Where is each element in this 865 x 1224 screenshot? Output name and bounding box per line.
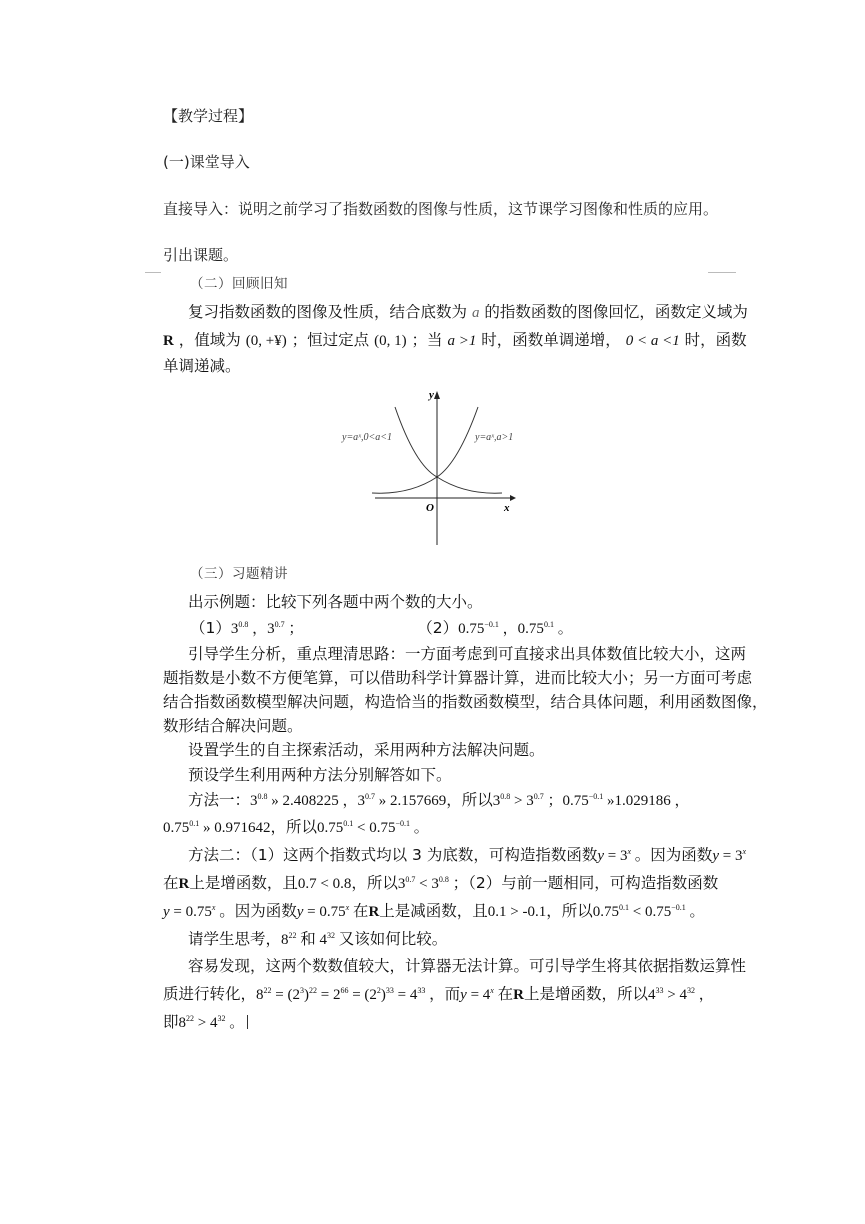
x-axis-label: x bbox=[504, 502, 510, 514]
page-corner-mark-left bbox=[145, 272, 161, 273]
guide-line-3: 结合指数函数模型解决问题，构造恰当的指数函数模型，结合具体问题，利用函数图像， bbox=[163, 693, 768, 711]
method1-line-1: 方法一：$3^{0.8}$ » 2.408225 ，$3^{0.7}$ » 2.157669，所以$3^{0.8} > 3^{0.7}$ ；$0.75^{-0.1}$ »1.029186 ， bbox=[188, 791, 690, 809]
increasing-curve bbox=[372, 407, 478, 493]
right-curve-label: y=aˣ,a>1 bbox=[475, 432, 514, 443]
exponential-function-graph bbox=[330, 385, 530, 550]
intro-paragraph-2: 引出课题。 bbox=[163, 246, 239, 264]
think-line: 请学生思考，$8^{22}$ 和 $4^{32}$ 又该如何比较。 bbox=[188, 930, 448, 948]
guide-line-1: 引导学生分析，重点理清思路：一方面考虑到可直接求出具体数值比较大小，这两 bbox=[188, 645, 747, 663]
method2-line-3: $y = 0.75^x$ 。因为函数$y = 0.75^x$ 在R上是减函数，且0.1 > -0.1，所以$0.75^{0.1} < 0.75^{-0.1}$ 。 bbox=[163, 902, 705, 920]
decreasing-curve bbox=[395, 407, 502, 493]
review-line-2: R ，值域为 (0, +¥) ；恒过定点 (0, 1) ；当 a >1 时，函数单调递增， 0 < a <1 时，函数 bbox=[163, 331, 747, 349]
x-axis-arrow bbox=[510, 495, 516, 501]
section-exercise-heading: （三）习题精讲 bbox=[190, 566, 288, 582]
easy-line-2: 质进行转化，$8^{22} = (2^3)^{22} = 2^{66} = (2^2)^{33} = 4^{33}$ ，而$y = 4^x$ 在R上是增函数，所以$4^{33} > 4^{32}$ ， bbox=[163, 985, 714, 1003]
left-curve-label: y=aˣ,0<a<1 bbox=[342, 432, 393, 443]
page-corner-mark-right bbox=[708, 272, 736, 273]
intro-paragraph: 直接导入：说明之前学习了指数函数的图像与性质，这节课学习图像和性质的应用。 bbox=[163, 200, 719, 218]
y-axis-label: y bbox=[429, 389, 434, 401]
setup-line: 设置学生的自主探索活动，采用两种方法解决问题。 bbox=[188, 741, 545, 759]
question-line: $(1)3^{0.8}$ ，$3^{0.7}$ ； $(2)0.75^{-0.1}$ ，$0.75^{0.1}$ 。 bbox=[190, 619, 573, 637]
method2-line-2: 在R上是增函数，且0.7 < 0.8，所以$3^{0.7} < 3^{0.8}$ ；（2）与前一题相同，可构造指数函数 bbox=[163, 874, 719, 892]
method2-line-1: 方法二：（1）这两个指数式均以 3 为底数，可构造指数函数$y = 3^x$ 。因为函数$y = 3^x$ bbox=[188, 846, 747, 864]
teaching-process-heading: 【教学过程】 bbox=[163, 107, 254, 125]
method1-line-2: $0.75^{0.1}$ » 0.971642，所以$0.75^{0.1} < 0.75^{-0.1}$ 。 bbox=[163, 818, 429, 836]
guide-line-2: 题指数是小数不方便笔算，可以借助科学计算器计算，进而比较大小；另一方面可考虑 bbox=[163, 669, 753, 687]
y-axis-arrow bbox=[434, 391, 440, 399]
guide-line-4: 数形结合解决问题。 bbox=[163, 717, 303, 735]
easy-line-3: 即$8^{22} > 4^{32}$ 。 bbox=[163, 1012, 248, 1033]
subheading-class-intro: (一)课堂导入 bbox=[163, 153, 250, 171]
example-line: 出示例题：比较下列各题中两个数的大小。 bbox=[188, 593, 483, 611]
review-line-3: 单调递减。 bbox=[163, 357, 241, 375]
review-line-1: 复习指数函数的图像及性质，结合底数为 a 的指数函数的图像回忆，函数定义域为 bbox=[188, 303, 748, 321]
text-cursor bbox=[247, 1015, 248, 1029]
easy-line-1: 容易发现，这两个数数值较大，计算器无法计算。可引导学生将其依据指数运算性 bbox=[188, 957, 747, 975]
section-review-heading: （二）回顾旧知 bbox=[190, 276, 288, 292]
origin-label: O bbox=[426, 502, 434, 514]
preset-line: 预设学生利用两种方法分别解答如下。 bbox=[188, 766, 452, 784]
